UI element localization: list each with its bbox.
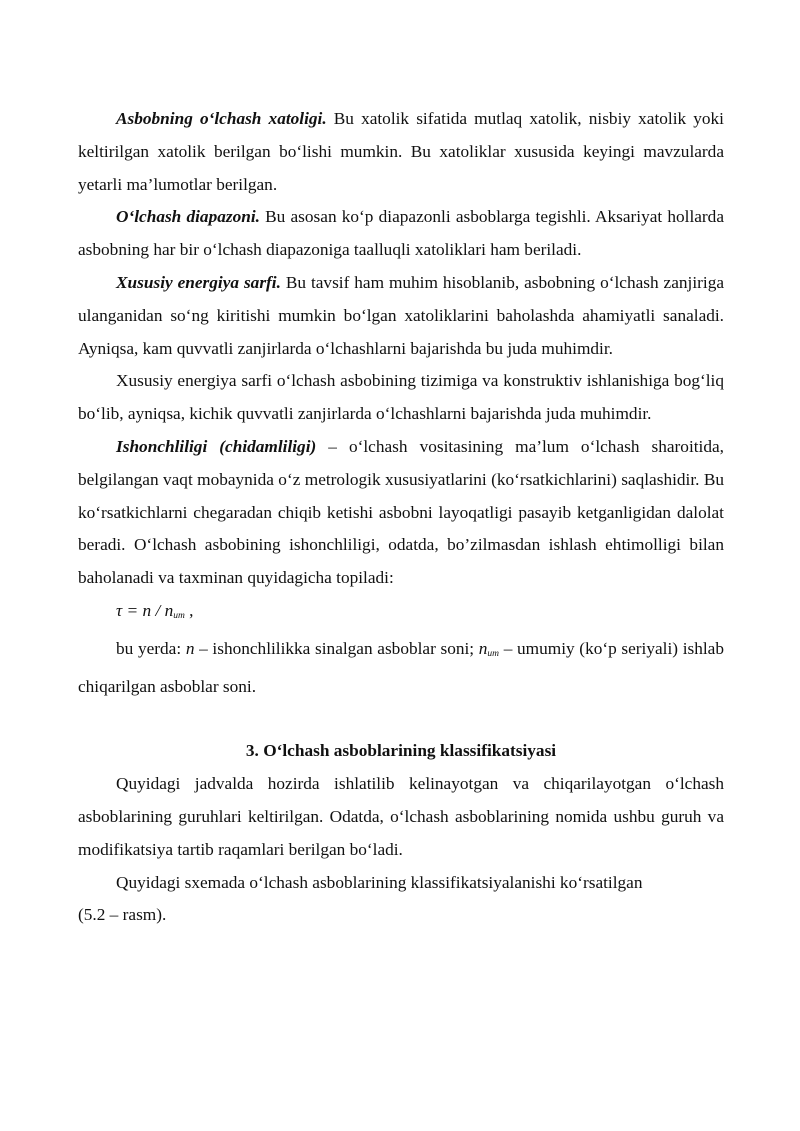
paragraph-text: Quyidagi jadvalda hozirda ishlatilib kelinayotgan va chiqarilayotgan o‘lchash asboblarining guruhlari keltirilgan. Odatda, o‘lchash asboblarining nomida ushbu guruh va modifikatsiya tartib raqamlari berilgan bo‘ladi. <box>78 774 724 859</box>
paragraph-energy-dependence <box>78 365 724 431</box>
paragraph-text: Xususiy energiya sarfi o‘lchash asbobining tizimiga va konstruktiv ishlanishiga bog‘liq bo‘lib, ayniqsa, kichik quvvatli zanjirlarda o‘lchashlarni bajarishda juda muhimdir. <box>78 371 724 424</box>
document-page <box>78 103 724 932</box>
formula-subscript: um <box>173 610 185 621</box>
paragraph-instrument-groups <box>78 768 724 866</box>
figure-reference: (5.2 – rasm). <box>78 905 167 925</box>
paragraph-reliability <box>78 431 724 595</box>
paragraph-text: Quyidagi sxemada o‘lchash asboblarining klassifikatsiyalanishi ko‘rsatilgan <box>116 872 643 892</box>
paragraph-text: Bu asosan ko‘p diapazonli asboblarga tegishli. Aksariyat hollarda asbobning har bir o‘lchash diapazoniga taalluqli xatoliklari ham beriladi. <box>78 207 724 260</box>
term-measurement-range: O‘lchash diapazoni. <box>116 207 260 227</box>
definitions-lead: bu yerda: <box>116 638 186 658</box>
term-reliability: Ishonchliligi (chidamliligi) <box>116 436 317 456</box>
paragraph-classification-scheme <box>78 867 724 900</box>
formula-tail: , <box>184 600 194 620</box>
definition-n-text: – ishonchlilikka sinalgan asboblar soni; <box>194 638 479 658</box>
paragraph-text: – o‘lchash vositasining ma’lum o‘lchash sharoitida, belgilangan vaqt mobaynida o‘z metrologik xususiyatlarini (ko‘rsatkichlarini) saqlashidir. Bu ko‘rsatkichlarni chegaradan chiqib ketishi asbobni layoqatligi pasayib ketganligidan dalolat beradi. O‘lchash asbobining ishonchliligi, odatda, bo’zilmasdan ishlash ehtimolligi bilan baholanadi va taxminan quyidagicha topiladi: <box>78 436 724 588</box>
reliability-formula <box>78 595 724 633</box>
paragraph-energy-consumption <box>78 267 724 365</box>
formula-main: τ = n / n <box>116 600 174 620</box>
paragraph-measurement-range <box>78 201 724 267</box>
variable-n-um-subscript: um <box>487 648 500 659</box>
paragraph-text: Bu tavsif ham muhim hisoblanib, asbobning o‘lchash zanjiriga ulanganidan so‘ng kiritishi mumkin bo‘lgan xatoliklarini baholashda ahamiyatli sanaladi. Ayniqsa, kam quvvatli zanjirlarda o‘lchashlarni bajarishda bu juda muhimdir. <box>78 272 724 358</box>
term-measurement-error: Asbobning o‘lchash xatoligi. <box>116 109 327 128</box>
paragraph-measurement-error <box>78 103 724 201</box>
variable-n: n <box>185 638 195 658</box>
section-heading: 3. O‘lchash asboblarining klassifikatsiyasi <box>245 741 557 761</box>
term-energy-consumption: Xususiy energiya sarfi. <box>116 272 281 292</box>
paragraph-text: Bu xatolik sifatida mutlaq xatolik, nisbiy xatolik yoki keltirilgan xatolik berilgan bo‘lishi mumkin. Bu xatoliklar xususida keyingi mavzularda yetarli ma’lumotlar berilgan. <box>78 109 724 194</box>
paragraph-variable-definitions <box>78 633 724 704</box>
variable-n-um: n <box>478 638 488 658</box>
definition-n-um-text: – umumiy (ko‘p seriyali) ishlab chiqarilgan asboblar soni. <box>78 638 724 696</box>
